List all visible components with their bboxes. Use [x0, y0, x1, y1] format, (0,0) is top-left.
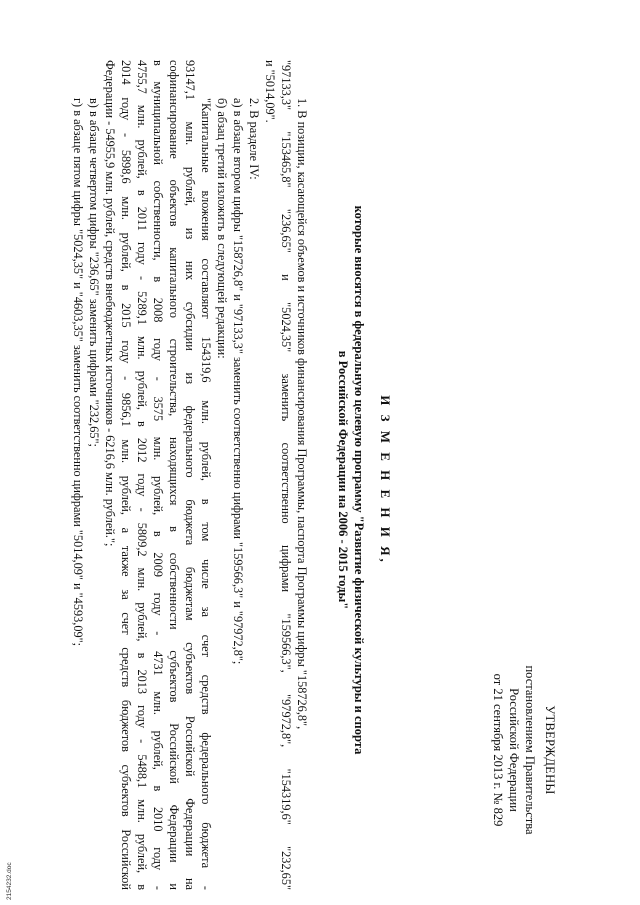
- quote-line-6: 2014 году - 5898,6 млн. рублей, в 2015 году - 9856,1 млн. рублей, а также за счет средств бюджетов субъектов Российской: [119, 60, 133, 890]
- approval-line-1: постановлением Правительства: [523, 665, 537, 835]
- paragraph-1-line-1: 1. В позиции, касающейся объемов и источников финансирования Программы, паспорта Программы цифры "158726,8",: [295, 98, 309, 730]
- quote-line-3: софинансирование объектов капитального строительства, находящихся в собственности субъектов Российской Федерации и: [167, 60, 181, 890]
- quote-line-4: в муниципальной собственности, в 2008 году - 3575 млн. рублей, в 2009 году - 4731 млн. рублей, в 2010 году -: [151, 60, 165, 890]
- document-subtitle-2: в Российской Федерации на 2006 - 2015 годы": [336, 350, 350, 610]
- quote-line-5: 4755,7 млн. рублей, в 2011 году - 5289,1 млн. рублей, в 2012 году - 5809,2 млн. рублей, в 2013 году - 5488,1 млн. рублей, в: [135, 60, 149, 890]
- paragraph-1-line-3: и "5014,09".: [263, 60, 277, 123]
- paragraph-1-line-2: "97133,3" "153465,8" "236,65" и "5024,35" заменить соответственно цифрами "159566,3", "97972,8", "154319,6" "232,65": [279, 60, 293, 890]
- paragraph-2d: г) в абзаце пятом цифры "5024,35" и "4603,35" заменить соответственно цифрами "5014,09" и "4593,09";: [71, 98, 85, 647]
- quote-line-7: Федерации - 54955,9 млн. рублей, средств внебюджетных источников - 6216,6 млн. рублей.";: [103, 60, 117, 547]
- quote-line-1: "Капитальные вложения составляют 154319,6 млн. рублей, в том числе за счет средств федерального бюджета -: [199, 98, 213, 890]
- approval-line-2: Российской Федерации: [507, 688, 521, 812]
- rotated-document: [60, 60, 580, 900]
- paragraph-2c: в) в абзаце четвертом цифры "236,65" заменить цифрами "232,65";: [87, 98, 101, 447]
- quote-line-2: 93147,1 млн. рублей, из них субсидии из федерального бюджета бюджетам субъектов Российской Федерации на: [183, 60, 197, 890]
- document-title: И З М Е Н Е Н И Я,: [378, 395, 393, 565]
- paragraph-2: 2. В разделе IV:: [247, 98, 261, 180]
- document-file-number: 2154232.doc: [6, 862, 13, 900]
- approval-line-3: от 21 сентября 2013 г. № 829: [491, 673, 505, 827]
- paragraph-2a: а) в абзаце втором цифры "158726,8" и "97133,3" заменить соответственно цифрами "159566,3" и "97972,8";: [231, 98, 245, 665]
- paragraph-2b: б) абзац третий изложить в следующей редакции:: [215, 98, 229, 359]
- document-subtitle-1: которые вносятся в федеральную целевую программу "Развитие физической культуры и спорта: [352, 205, 366, 755]
- approval-title: УТВЕРЖДЕНЫ: [543, 705, 557, 795]
